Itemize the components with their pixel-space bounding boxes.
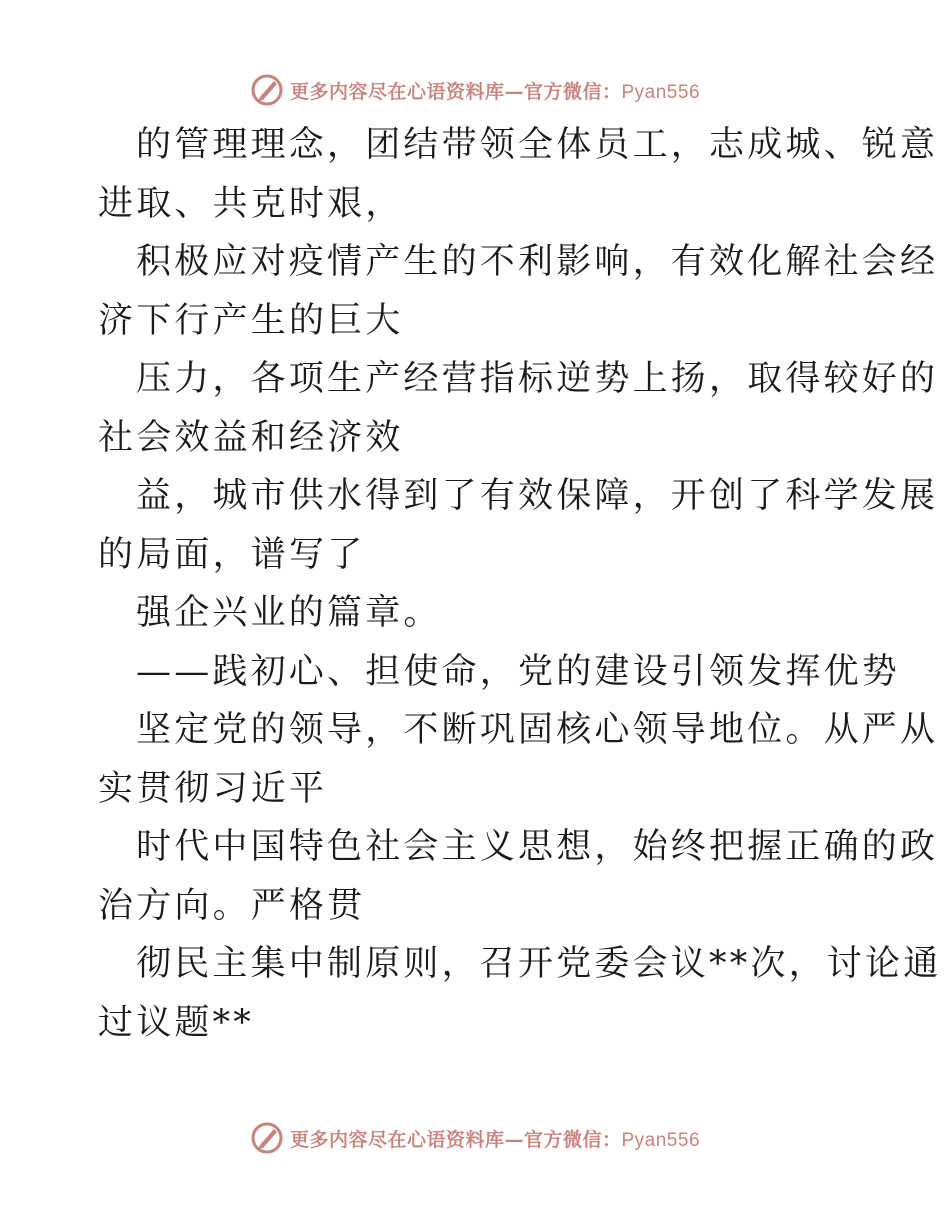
watermark-text: 更多内容尽在心语资料库—官方微信：Pyan556 xyxy=(289,1128,701,1151)
text-line: 时代中国特色社会主义思想，始终把握正确的政 xyxy=(136,827,939,867)
pen-logo-icon xyxy=(250,1121,284,1155)
text-line: 实贯彻习近平 xyxy=(98,768,328,809)
text-line: 的管理理念，团结带领全体员工，志成城、锐意 xyxy=(136,125,939,165)
text-line: 积极应对疫情产生的不利影响，有效化解社会经 xyxy=(136,242,939,282)
text-line: 彻民主集中制原则，召开党委会议**次，讨论通 xyxy=(136,944,942,984)
text-line: 强企兴业的篇章。 xyxy=(136,593,442,633)
text-line: 济下行产生的巨大 xyxy=(98,300,404,341)
pen-logo-icon xyxy=(250,73,284,107)
footer-watermark xyxy=(0,1118,950,1158)
watermark-text: 更多内容尽在心语资料库—官方微信：Pyan556 xyxy=(289,80,701,103)
text-line: 坚定党的领导，不断巩固核心领导地位。从严从 xyxy=(136,710,939,750)
header-watermark xyxy=(0,70,950,110)
text-line: 益，城市供水得到了有效保障，开创了科学发展 xyxy=(136,476,939,516)
text-line: ——践初心、担使命，党的建设引领发挥优势 xyxy=(136,651,901,692)
text-line: 进取、共克时艰， xyxy=(98,183,404,224)
text-line: 过议题** xyxy=(98,1002,255,1043)
document-body xyxy=(98,116,942,1052)
text-line: 治方向。严格贯 xyxy=(98,885,366,926)
text-line: 压力，各项生产经营指标逆势上扬，取得较好的 xyxy=(136,359,939,399)
text-line: 的局面，谱写了 xyxy=(98,534,366,575)
text-line: 社会效益和经济效 xyxy=(98,417,404,458)
